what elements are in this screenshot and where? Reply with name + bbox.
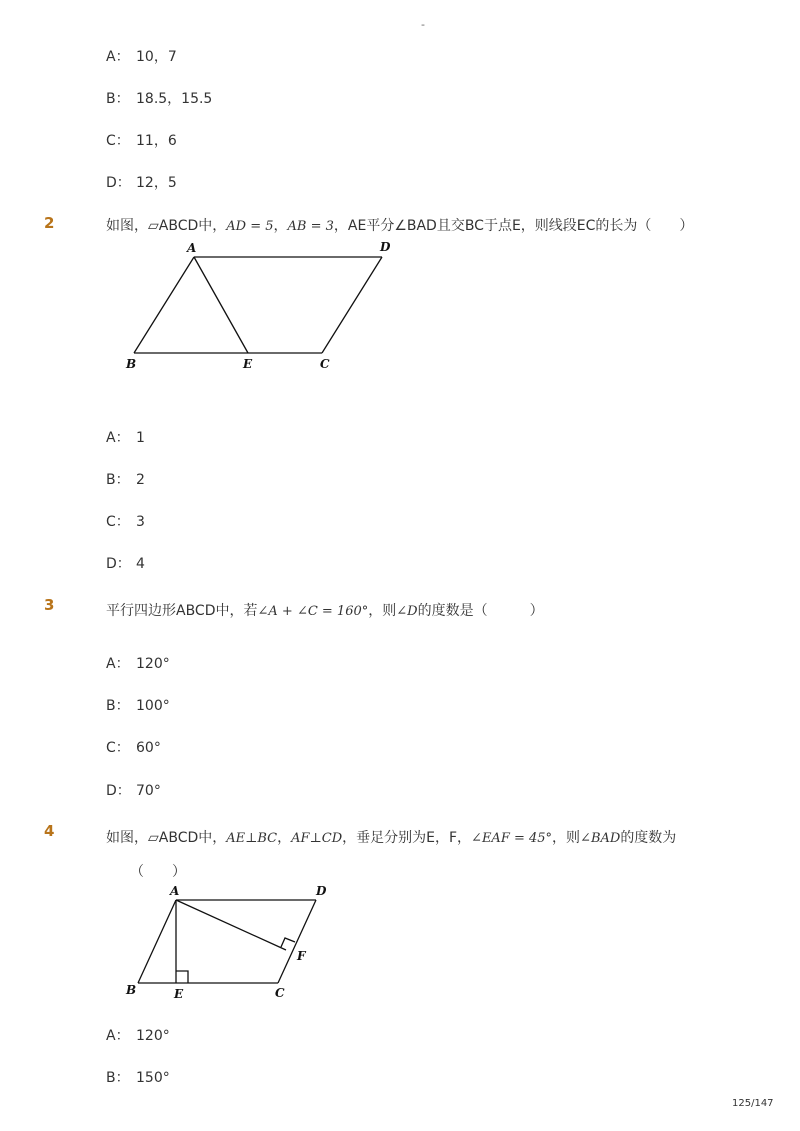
parallelogram-figure-q4 (118, 880, 348, 1005)
option-letter: C： (106, 133, 130, 149)
question-text-part: ，则 (552, 830, 581, 846)
page-number: 125/147 (732, 1098, 774, 1109)
vertex-label-d: D (316, 884, 327, 898)
math-expression: ∠A + ∠C = 160° (257, 604, 369, 619)
option-text: 120° (136, 656, 170, 672)
option-b[interactable] (106, 469, 145, 489)
option-d[interactable] (106, 780, 161, 800)
question-text (106, 827, 676, 847)
option-text: 10，7 (136, 49, 177, 65)
option-text: 70° (136, 783, 161, 799)
option-letter: A： (106, 1028, 130, 1044)
option-letter: C： (106, 740, 130, 756)
vertex-label-d: D (380, 240, 391, 254)
question-text-part: ， (277, 830, 292, 846)
math-expression: ∠EAF = 45° (471, 831, 553, 846)
right-angle-mark-f (281, 938, 295, 947)
math-expression: ∠D (396, 604, 418, 619)
math-expression: AF⊥CD (291, 831, 343, 846)
option-letter: A： (106, 656, 130, 672)
question-text-part: 平行四边形ABCD中，若 (106, 603, 258, 619)
question-text-part: 如图，▱ABCD中， (106, 830, 227, 846)
top-mark: - (421, 18, 425, 31)
option-c[interactable] (106, 737, 161, 757)
option-letter: D： (106, 175, 131, 191)
vertex-label-e: E (174, 987, 184, 1001)
option-letter: A： (106, 49, 130, 65)
math-expression: ∠BAD (580, 831, 621, 846)
option-text: 4 (136, 556, 145, 572)
question-text-part: ，垂足分别为E，F， (342, 830, 472, 846)
option-letter: A： (106, 430, 130, 446)
option-text: 60° (136, 740, 161, 756)
option-b[interactable] (106, 1067, 170, 1087)
option-b[interactable] (106, 695, 170, 715)
segment-dc (322, 257, 382, 353)
vertex-label-c: C (275, 986, 285, 1000)
option-d[interactable] (106, 172, 177, 192)
question-text-part: 的度数是（ ） (417, 603, 544, 619)
option-text: 2 (136, 472, 145, 488)
option-letter: B： (106, 91, 130, 107)
vertex-label-b: B (126, 983, 137, 997)
segment-ab (134, 257, 194, 353)
question-text (106, 600, 544, 620)
option-a[interactable] (106, 653, 170, 673)
math-expression: AD = 5 (226, 219, 274, 234)
right-angle-mark-e (176, 971, 188, 983)
vertex-label-f: F (297, 949, 306, 963)
option-d[interactable] (106, 553, 145, 573)
vertex-label-c: C (320, 357, 330, 371)
segment-af (176, 900, 286, 950)
option-text: 120° (136, 1028, 170, 1044)
option-letter: B： (106, 698, 130, 714)
option-b[interactable] (106, 88, 212, 108)
question-text-part: 的度数为 (620, 830, 677, 846)
option-text: 11，6 (136, 133, 177, 149)
option-text: 1 (136, 430, 145, 446)
option-letter: C： (106, 514, 130, 530)
question-number: 4 (44, 822, 55, 840)
option-letter: D： (106, 556, 131, 572)
option-text: 18.5，15.5 (136, 91, 213, 107)
option-letter: D： (106, 783, 131, 799)
question-text-part: ，则 (368, 603, 397, 619)
segment-ae (194, 257, 248, 353)
question-number: 3 (44, 596, 55, 614)
option-text: 100° (136, 698, 170, 714)
question-text-part: 如图，▱ABCD中， (106, 218, 227, 234)
question-text-part: ，AE平分∠BAD且交BC于点E，则线段EC的长为（ ） (333, 218, 694, 234)
vertex-label-a: A (187, 241, 197, 255)
math-expression: AB = 3 (287, 219, 334, 234)
vertex-label-b: B (126, 357, 137, 371)
parallelogram-figure-q2 (120, 238, 400, 378)
vertex-label-a: A (170, 884, 180, 898)
segment-ab (138, 900, 176, 983)
option-letter: B： (106, 472, 130, 488)
question-number: 2 (44, 214, 55, 232)
option-a[interactable] (106, 46, 177, 66)
option-text: 150° (136, 1070, 170, 1086)
option-a[interactable] (106, 427, 145, 447)
option-a[interactable] (106, 1025, 170, 1045)
question-text (106, 215, 693, 235)
answer-blank: （ ） (130, 864, 186, 880)
option-letter: B： (106, 1070, 130, 1086)
vertex-label-e: E (243, 357, 253, 371)
math-expression: AE⊥BC (226, 831, 278, 846)
question-text-part: ， (273, 218, 288, 234)
option-c[interactable] (106, 511, 145, 531)
option-text: 3 (136, 514, 145, 530)
option-c[interactable] (106, 130, 177, 150)
option-text: 12，5 (136, 175, 177, 191)
